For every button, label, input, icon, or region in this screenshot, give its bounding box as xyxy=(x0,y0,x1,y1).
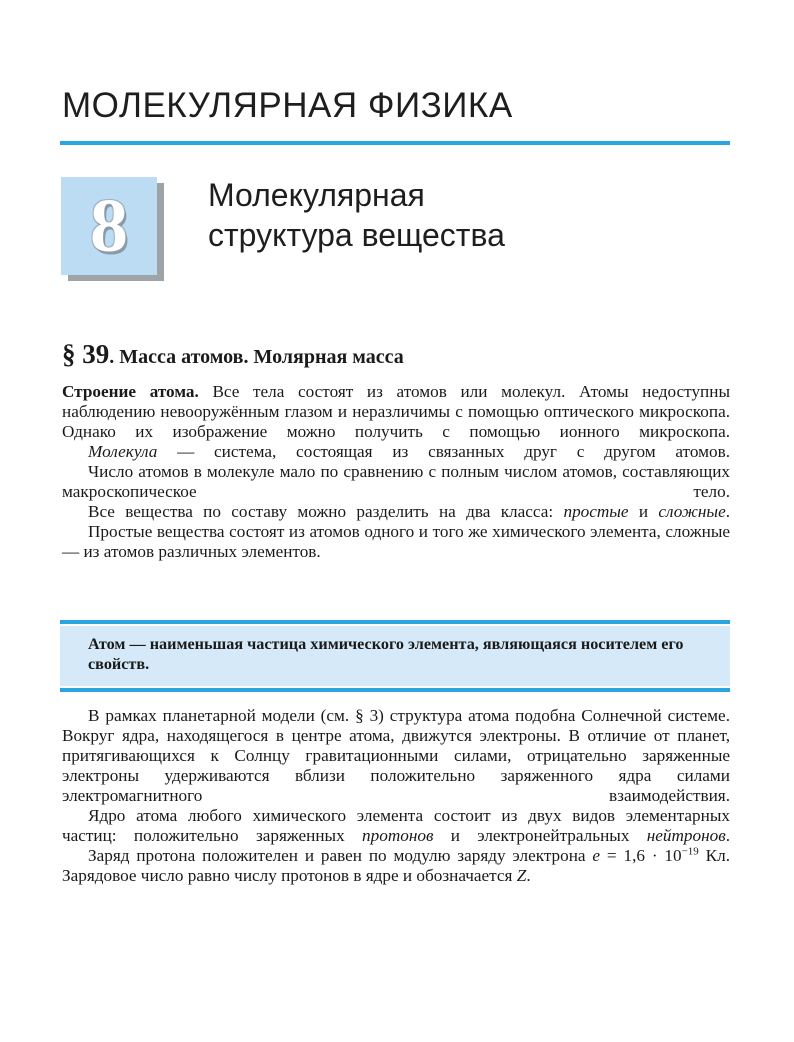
paragraph-substance-classes: Все вещества по составу можно разделить на два класса: простые и сложные. xyxy=(88,502,730,521)
paragraph-atom-structure: Строение атома. Все тела состоят из атомов или молекул. Атомы недоступны наблюдению невооружённым глазом и неразличимы с помощью оптического микроскопа. Однако их изображение можно получить с помощью ионного микроскопа. xyxy=(62,382,730,441)
subheading-atom-structure: Строение атома. xyxy=(62,382,199,401)
var-e: e xyxy=(592,846,601,865)
chapter-number: 8 xyxy=(90,184,128,268)
term-molecule: Молекула xyxy=(88,442,158,461)
var-z: Z xyxy=(516,866,527,885)
term-neutrons: нейтронов xyxy=(646,826,726,845)
chapter-title xyxy=(208,175,688,255)
term-complex: сложные xyxy=(658,502,726,521)
definition-box xyxy=(60,626,730,686)
paragraph-planetary-model: В рамках планетарной модели (см. § 3) структура атома подобна Солнечной системе. Вокруг ядра, находящегося в центре атома, движутся электроны. В отличие от планет, притягивающихся к Солнцу гравитационными силами, отрицательно заряженные электроны удерживаются вблизи положительно заряженного ядра силами электромагнитного взаимодействия. xyxy=(62,706,730,805)
chapter-title-line1: Молекулярная xyxy=(208,177,425,213)
paragraph-heading-text: . Масса атомов. Молярная масса xyxy=(109,346,404,368)
paragraph-simple-complex: Простые вещества состоят из атомов одного и того же химического элемента, сложные — из атомов различных элементов. xyxy=(62,522,730,561)
definition-top-rule xyxy=(60,620,730,624)
paragraph-atom-count: Число атомов в молекуле мало по сравнению с полным числом атомов, составляющих макроскопическое тело. xyxy=(62,462,730,501)
section-divider xyxy=(60,141,730,145)
intro-text-block xyxy=(62,382,730,562)
section-title: МОЛЕКУЛЯРНАЯ ФИЗИКА xyxy=(62,86,513,125)
chapter-number-box xyxy=(61,177,157,275)
paragraph-nucleus: Ядро атома любого химического элемента состоит из двух видов элементарных частиц: положительно заряженных протонов и электронейтральных нейтронов. xyxy=(62,806,730,845)
term-protons: протонов xyxy=(362,826,434,845)
charge-exponent: −19 xyxy=(681,845,699,858)
definition-bottom-rule xyxy=(60,688,730,692)
paragraph-molecule-definition: Молекула — система, состоящая из связанных друг с другом атомов. xyxy=(88,442,730,461)
paragraph-heading xyxy=(62,338,730,373)
paragraph-symbol: § 39 xyxy=(62,339,110,369)
definition-text: Атом — наименьшая частица химического элемента, являющаяся носителем его свойств. xyxy=(88,635,684,673)
chapter-title-line2: структура вещества xyxy=(208,217,505,253)
main-text-block xyxy=(62,706,730,886)
term-simple: простые xyxy=(563,502,629,521)
paragraph-proton-charge: Заряд протона положителен и равен по модулю заряду электрона $e = 1,6 \cdot 10^{-19}$ Кл. Зарядовое число равно числу протонов в ядре и обозначается Z. xyxy=(62,845,731,885)
charge-value: = 1,6 · 10 xyxy=(600,846,682,865)
